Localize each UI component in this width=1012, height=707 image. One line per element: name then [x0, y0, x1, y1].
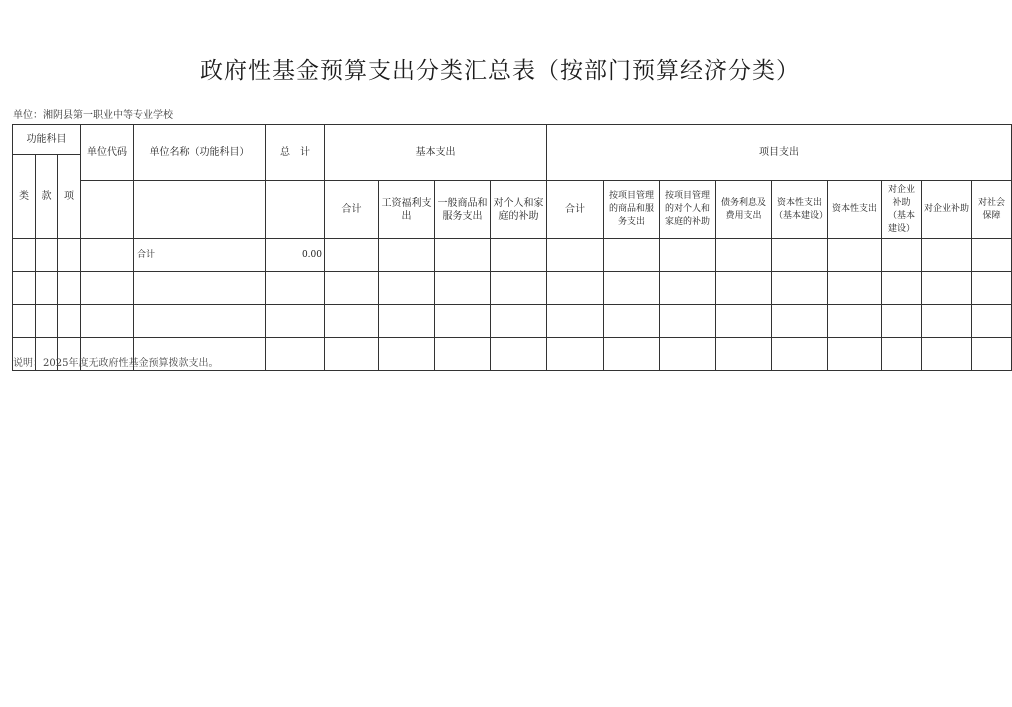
unit-line: 单位：湘阴县第一职业中等专业学校 — [13, 110, 173, 121]
cell-unit-code — [81, 272, 134, 305]
cell-unit-code — [81, 305, 134, 338]
header-project-enterprise: 对企业补助 — [922, 181, 972, 239]
header-project-group: 项目支出 — [547, 125, 1012, 181]
cell-kuan — [36, 305, 58, 338]
header-project-goods: 按项目管理的商品和服务支出 — [604, 181, 660, 239]
cell-xiang — [58, 305, 81, 338]
cell-xiang — [58, 272, 81, 305]
header-xiang: 项 — [58, 155, 81, 239]
table-row — [13, 239, 1012, 272]
header-project-enterprise-infra: 对企业补助（基本建设） — [882, 181, 922, 239]
header-project-capital: 资本性支出 — [828, 181, 882, 239]
cell-total — [266, 305, 325, 338]
cell-kuan — [36, 272, 58, 305]
cell-unit-code — [81, 239, 134, 272]
cell-total: 0.00 — [266, 239, 325, 272]
header-total-cont — [266, 181, 325, 239]
cell-lei — [13, 305, 36, 338]
summary-table — [12, 124, 1012, 371]
header-project-debt: 债务利息及费用支出 — [716, 181, 772, 239]
cell-lei — [13, 272, 36, 305]
header-unit-name: 单位名称（功能科目） — [134, 125, 266, 181]
header-basic-subsidy: 对个人和家庭的补助 — [491, 181, 547, 239]
cell-unit-name: 合计 — [134, 239, 266, 272]
table-row — [13, 272, 1012, 305]
header-project-total: 合计 — [547, 181, 604, 239]
header-lei: 类 — [13, 155, 36, 239]
header-func-subject: 功能科目 — [13, 125, 81, 155]
page-title: 政府性基金预算支出分类汇总表（按部门预算经济分类） — [200, 58, 800, 84]
footnote: 说明：2025年度无政府性基金预算拨款支出。 — [13, 358, 219, 369]
cell-total — [266, 338, 325, 371]
header-basic-group: 基本支出 — [325, 125, 547, 181]
header-project-capital-infra: 资本性支出（基本建设） — [772, 181, 828, 239]
header-project-social: 对社会保障 — [972, 181, 1012, 239]
cell-unit-name — [134, 305, 266, 338]
header-kuan: 款 — [36, 155, 58, 239]
header-unit-code-cont — [81, 181, 134, 239]
header-basic-goods: 一般商品和服务支出 — [435, 181, 491, 239]
cell-xiang — [58, 239, 81, 272]
header-unit-name-cont — [134, 181, 266, 239]
summary-table-wrapper — [12, 124, 1005, 350]
table-row — [13, 305, 1012, 338]
header-unit-code: 单位代码 — [81, 125, 134, 181]
header-total: 总 计 — [266, 125, 325, 181]
cell-total — [266, 272, 325, 305]
header-basic-total: 合计 — [325, 181, 379, 239]
cell-unit-name — [134, 272, 266, 305]
header-basic-salary: 工资福利支出 — [379, 181, 435, 239]
cell-kuan — [36, 239, 58, 272]
header-project-subsidy: 按项目管理的对个人和家庭的补助 — [660, 181, 716, 239]
cell-lei — [13, 239, 36, 272]
